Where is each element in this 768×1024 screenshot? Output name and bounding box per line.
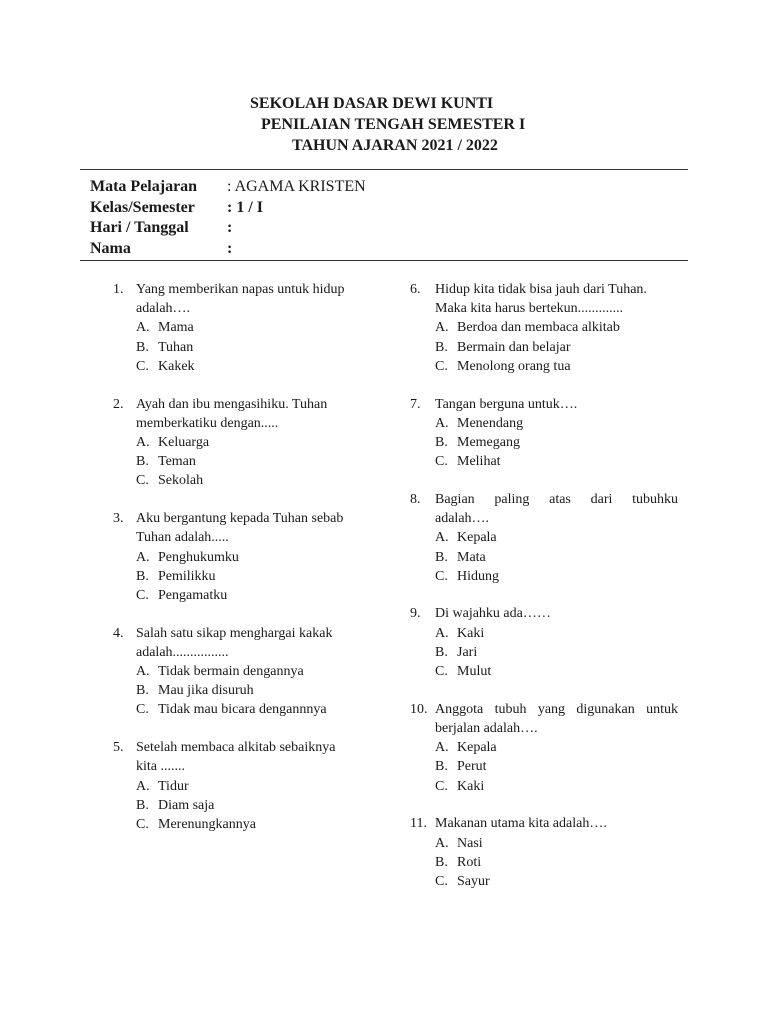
option-letter: C. <box>435 358 448 374</box>
option-letter: C. <box>136 473 149 489</box>
question-number: 5. <box>113 740 124 756</box>
option-text: Kaki <box>457 625 485 641</box>
option-text: Menolong orang tua <box>457 358 571 374</box>
question-text-line: Tuhan adalah..... <box>136 530 229 546</box>
answer-option <box>435 338 678 357</box>
option-text: Kepala <box>457 530 497 546</box>
question-5 <box>113 738 365 834</box>
answer-option <box>435 624 678 643</box>
option-letter: A. <box>136 664 150 680</box>
option-text: Jari <box>457 644 478 660</box>
option-text: Mama <box>158 320 194 336</box>
option-letter: B. <box>136 683 149 699</box>
question-number: 2. <box>113 396 124 412</box>
option-letter: B. <box>435 644 448 660</box>
question-number: 9. <box>410 606 421 622</box>
answer-option <box>435 548 678 567</box>
question-text-line: Tangan berguna untuk…. <box>435 396 578 412</box>
option-text: Hidung <box>457 568 499 584</box>
option-text: Mulut <box>457 664 492 680</box>
answer-option <box>435 433 678 452</box>
option-letter: C. <box>435 873 448 889</box>
info-label: Nama <box>90 239 131 257</box>
answer-option <box>136 586 365 605</box>
option-text: Merenungkannya <box>158 817 256 833</box>
question-text-line: adalah…. <box>435 511 490 527</box>
answer-option <box>136 662 365 681</box>
option-text: Diam saja <box>158 797 215 813</box>
question-text-line: Ayah dan ibu mengasihiku. Tuhan <box>136 396 328 412</box>
option-text: Kaki <box>457 778 485 794</box>
question-text-line: memberkatiku dengan..... <box>136 415 279 431</box>
questions-left-column <box>113 280 365 853</box>
answer-option <box>435 528 678 547</box>
question-text <box>435 280 678 318</box>
answer-option <box>136 471 365 490</box>
option-text: Tuhan <box>158 339 194 355</box>
option-text: Mau jika disuruh <box>158 683 254 699</box>
option-text: Sekolah <box>158 473 204 489</box>
question-text <box>435 604 678 623</box>
question-9 <box>410 604 678 681</box>
option-letter: A. <box>435 740 449 756</box>
option-letter: B. <box>435 854 448 870</box>
option-letter: C. <box>435 568 448 584</box>
question-text-line: Anggota tubuh yang digunakan untuk <box>435 701 678 717</box>
option-text: Kepala <box>457 740 497 756</box>
option-letter: A. <box>435 530 449 546</box>
option-text: Tidur <box>158 778 189 794</box>
question-text <box>136 395 365 433</box>
option-letter: A. <box>136 434 150 450</box>
info-label: Kelas/Semester <box>90 198 195 216</box>
question-11 <box>410 814 678 891</box>
option-text: Memegang <box>457 434 520 450</box>
option-text: Tidak bermain dengannya <box>158 664 304 680</box>
question-text <box>435 700 678 738</box>
academic-year: TAHUN AJARAN 2021 / 2022 <box>292 137 498 154</box>
question-8 <box>410 490 678 586</box>
info-label: Mata Pelajaran <box>90 178 198 195</box>
answer-option <box>136 318 365 337</box>
option-text: Teman <box>158 454 196 470</box>
question-text <box>435 814 678 833</box>
option-letter: B. <box>435 549 448 565</box>
answer-option <box>435 872 678 891</box>
questions-right-column <box>410 280 678 910</box>
answer-option <box>435 567 678 586</box>
option-letter: B. <box>435 434 448 450</box>
question-text-line: Makanan utama kita adalah…. <box>435 816 607 832</box>
option-text: Bermain dan belajar <box>457 339 571 355</box>
question-number: 3. <box>113 511 124 527</box>
answer-option <box>136 338 365 357</box>
question-number: 6. <box>410 282 421 297</box>
answer-option <box>435 357 678 376</box>
option-text: Berdoa dan membaca alkitab <box>457 320 620 336</box>
info-value: : <box>227 239 233 257</box>
option-letter: B. <box>136 339 149 355</box>
question-text-line: Salah satu sikap menghargai kakak <box>136 625 333 641</box>
answer-option <box>136 567 365 586</box>
option-text: Nasi <box>457 835 483 851</box>
option-letter: B. <box>435 759 448 775</box>
answer-option <box>136 777 365 796</box>
answer-option <box>435 757 678 776</box>
question-text-line: berjalan adalah…. <box>435 721 538 737</box>
question-text <box>136 280 365 318</box>
question-2 <box>113 395 365 491</box>
option-text: Menendang <box>457 415 524 431</box>
option-letter: C. <box>136 817 149 833</box>
answer-option <box>435 662 678 681</box>
answer-option <box>136 815 365 834</box>
option-letter: A. <box>136 778 150 794</box>
answer-option <box>435 318 678 337</box>
answer-option <box>435 738 678 757</box>
option-letter: C. <box>435 664 448 680</box>
question-number: 11. <box>410 816 427 832</box>
assessment-title: PENILAIAN TENGAH SEMESTER I <box>261 116 526 133</box>
option-letter: A. <box>435 415 449 431</box>
question-text-line: kita ....... <box>136 759 185 775</box>
question-3 <box>113 509 365 605</box>
answer-option <box>136 700 365 719</box>
answer-option <box>136 796 365 815</box>
question-text-line: Yang memberikan napas untuk hidup <box>136 282 345 297</box>
answer-option <box>136 433 365 452</box>
question-number: 1. <box>113 282 124 297</box>
option-text: Melihat <box>457 454 501 470</box>
info-value: : <box>227 219 233 236</box>
question-text-line: Di wajahku ada…… <box>435 606 551 622</box>
option-text: Tidak mau bicara dengannnya <box>158 702 327 718</box>
option-letter: C. <box>136 702 149 718</box>
option-letter: A. <box>435 320 449 336</box>
option-letter: A. <box>435 625 449 641</box>
option-letter: C. <box>136 358 149 374</box>
question-text-line: adalah…. <box>136 301 191 317</box>
question-text-line: Bagian paling atas dari tubuhku <box>435 491 678 507</box>
question-text-line: Hidup kita tidak bisa jauh dari Tuhan. <box>435 282 647 297</box>
option-text: Pemilikku <box>158 568 216 584</box>
question-6 <box>410 280 678 376</box>
option-letter: A. <box>136 549 150 565</box>
question-4 <box>113 624 365 720</box>
question-text <box>136 509 365 547</box>
question-text <box>435 395 678 414</box>
question-text-line: adalah................ <box>136 644 229 660</box>
answer-option <box>435 414 678 433</box>
answer-option <box>435 643 678 662</box>
info-label: Hari / Tanggal <box>90 219 189 236</box>
question-7 <box>410 395 678 472</box>
school-name: SEKOLAH DASAR DEWI KUNTI <box>250 95 494 112</box>
question-text <box>136 738 365 776</box>
option-letter: A. <box>136 320 150 336</box>
answer-option <box>136 548 365 567</box>
question-number: 4. <box>113 625 124 641</box>
question-text <box>435 490 678 528</box>
option-letter: C. <box>435 778 448 794</box>
info-value: : AGAMA KRISTEN <box>227 178 366 195</box>
option-text: Perut <box>457 759 487 775</box>
answer-option <box>136 452 365 471</box>
answer-option <box>435 834 678 853</box>
option-text: Kakek <box>158 358 195 374</box>
option-text: Penghukumku <box>158 549 239 565</box>
question-number: 8. <box>410 491 421 507</box>
answer-option <box>136 681 365 700</box>
top-divider <box>80 169 688 170</box>
question-text <box>136 624 365 662</box>
option-text: Keluarga <box>158 434 210 450</box>
option-letter: C. <box>136 587 149 603</box>
option-letter: B. <box>136 454 149 470</box>
question-1 <box>113 280 365 376</box>
option-letter: B. <box>435 339 448 355</box>
bottom-divider <box>80 260 688 261</box>
question-number: 7. <box>410 396 421 412</box>
answer-option <box>136 357 365 376</box>
question-10 <box>410 700 678 796</box>
option-text: Mata <box>457 549 486 565</box>
option-letter: A. <box>435 835 449 851</box>
question-text-line: Aku bergantung kepada Tuhan sebab <box>136 511 344 527</box>
question-number: 10. <box>410 701 428 717</box>
option-letter: B. <box>136 568 149 584</box>
answer-option <box>435 452 678 471</box>
option-letter: C. <box>435 454 448 470</box>
option-letter: B. <box>136 797 149 813</box>
info-value: : 1 / I <box>227 198 263 216</box>
question-text-line: Setelah membaca alkitab sebaiknya <box>136 740 336 756</box>
option-text: Sayur <box>457 873 490 889</box>
answer-option <box>435 853 678 872</box>
answer-option <box>435 777 678 796</box>
question-text-line: Maka kita harus bertekun............. <box>435 301 624 317</box>
option-text: Pengamatku <box>158 587 228 603</box>
option-text: Roti <box>457 854 482 870</box>
